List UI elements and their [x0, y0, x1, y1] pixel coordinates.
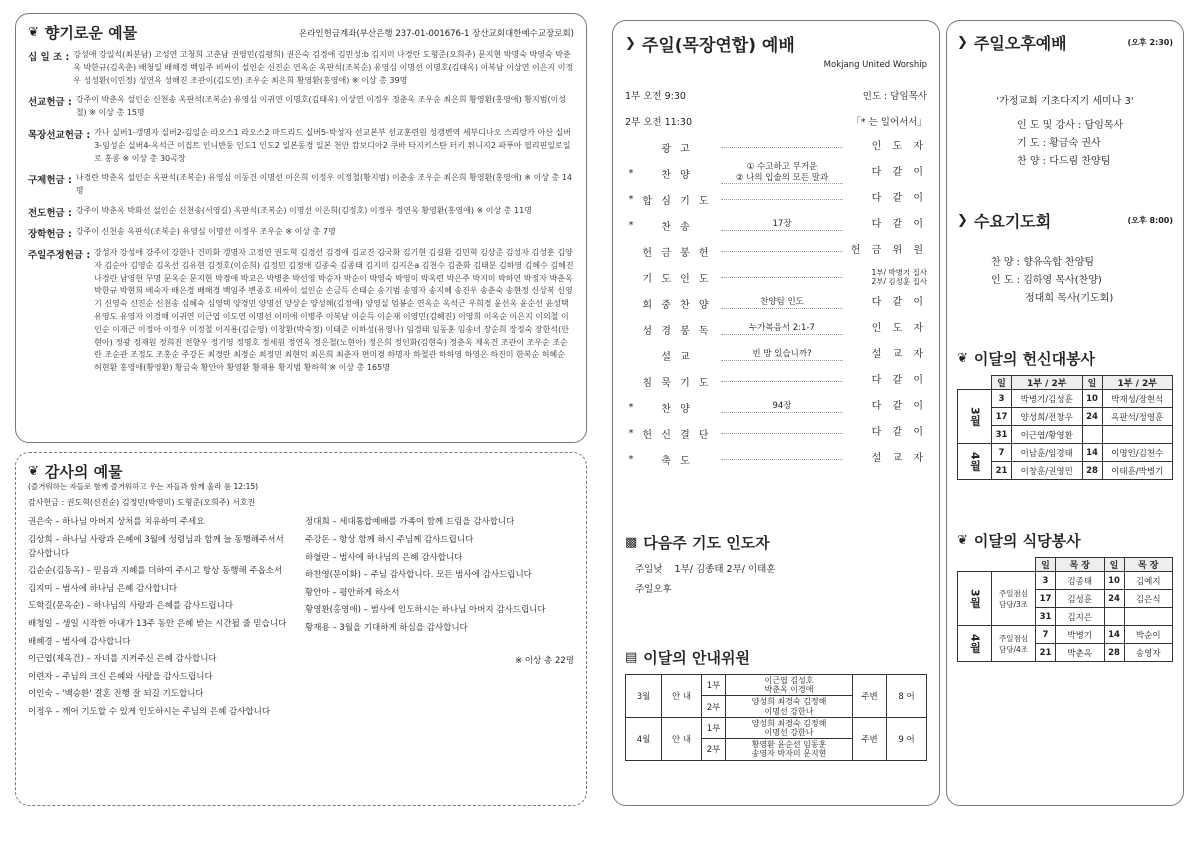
meal-label: 주일점심 담당/4조 — [992, 626, 1036, 662]
name-cell: 김종태 — [1056, 572, 1105, 590]
table-row — [958, 390, 1173, 408]
order-detail — [721, 251, 843, 252]
order-row — [625, 342, 927, 368]
ushers — [625, 647, 927, 761]
order-star: * — [628, 167, 634, 179]
order-who: 다 같 이 — [871, 167, 927, 178]
usher-names: 양성희 최경숙 김정해 이명선 강한나 — [726, 717, 853, 738]
offering-names: 강성자 강성애 강주이 강한나 건미화 갱명자 고정연 권도혁 김경선 김경애 김교진 김국화 김기현 김길환 김민혁 김상준 김성자 김성훈 김양자 김순아 김영순 김옥선 김유현 김정호(이순희) 김정민 김정애 김종숙 김종태 김지미 김지은a 김천수 김춘화 김태분 김하영 김혜수 김혜진 나경란 남영헌 무명 문옥순 문지현 박경애 박교은 박병춘 박선영 박승자 박순이 박영숙 박영미 박옥련 박은주 박지미 박하연 박정자 박춘옥 박한규 박현희 배숙자 배은경 배해경 백임주 변종호 비싸이 설인순 손금득 손태순 송기범 송명자 송지혜 송진우 송춘숙 송현정 신상복 신영기 신영숙 신진순 신천송 심혜숙 심영택 양경민 양명선 양상순 양성해(김정애) 양영실 엄봉순 연옥순 옥석근 우희경 윤선옥 윤순선 윤성택 유영도 유영자 이경해 이귀연 이근엽 이도연 이명선 이미애 이병주 이복남 이순득 이순재 이영민(김혜진) 이영희 이옥순 이은지 이의철 이인순 이재근 이정아 이정우 이정철 이지용(김순영) 이창환(박숙정) 이태준 이하성(유영나) 임경태 임동훈 임송녀 장순희 장정숙 장한석(안현아) 정광 정재원 정희진 전향우 정기영 정명호 정세원 정연옥 정은철(노현아) 정은희 정인화(김현숙) 정춘옥 제옥건 조관이 조우순 조순란 조순관 조정도 조홍순 주강돈 최경란 최경순 최정민 최현덕 최은희 최춘자 편미경 하명자 하철관 하하영 하영은 하진미 한복순 허혜순 허현환 홍영애(황영환) 황금숙 황안아 황영환 황재용 황지범 황하혁 ※ 이상 총 165명 — [94, 247, 574, 373]
name-cell — [1102, 426, 1173, 444]
account-info: 온라인헌금계좌(부산은행 237-01-001676-1 장산교회대한예수교장로회) — [299, 28, 574, 39]
arrow-icon: ❯ — [957, 35, 968, 50]
order-star: * — [628, 193, 634, 205]
name-cell: 양성희/전창우 — [1012, 408, 1083, 426]
wed-line: 정대희 목사(기도회) — [1025, 293, 1114, 304]
offering-section — [28, 205, 574, 219]
sun-line: 인 도 및 강사 : 담임목사 — [1017, 120, 1124, 131]
name-cell: 이창훈/권영민 — [1012, 462, 1083, 480]
usher-side: 주변 — [853, 717, 887, 760]
name-cell: 박순이 — [1124, 626, 1173, 644]
leader: 인도 : 담임목사 — [862, 91, 927, 102]
next-prayer-title — [625, 532, 927, 553]
order-name: 찬 양 — [661, 403, 693, 415]
day-cell — [1082, 426, 1102, 444]
order-who: 다 같 이 — [871, 297, 927, 308]
sun-title-text: 주일오후예배 — [973, 34, 1067, 53]
day-cell: 17 — [1036, 590, 1056, 608]
day-cell: 7 — [1036, 626, 1056, 644]
thanks-entry: 김순순(김동옥) – 믿음과 지혜를 더하여 주시고 항상 동행해 주옵소서 — [28, 566, 283, 577]
thanks-entry: 이근엽(제옥건) – 자녀를 지켜주신 은혜 감사합니다 — [28, 654, 217, 665]
table-row — [958, 572, 1173, 590]
meal-label: 주일점심 담당/3조 — [992, 572, 1036, 626]
head-blank — [992, 558, 1036, 572]
usher-names: 양성희 최경숙 김정해 이명선 강한나 — [726, 696, 853, 717]
thanks-entry: 황재용 – 3월을 기대하게 하심을 감사합니다 — [305, 623, 468, 634]
name-cell: 김지은 — [1056, 608, 1105, 626]
name-cell: 이남훈/임경태 — [1012, 444, 1083, 462]
name-cell: 박재성/장현석 — [1102, 390, 1173, 408]
day-cell: 24 — [1104, 590, 1124, 608]
month-cell: 4월 — [958, 626, 992, 662]
offering-label: 전도헌금 : — [28, 207, 72, 219]
order-star: * — [628, 401, 634, 413]
usher-part: 2부 — [702, 696, 726, 717]
name-cell: 이명인/김천수 — [1102, 444, 1173, 462]
offerings-title-text: 향기로운 예물 — [44, 24, 138, 42]
offering-section — [28, 226, 574, 240]
order-name: 찬 양 — [661, 169, 693, 181]
order-row — [625, 238, 927, 264]
usher-row-1 — [626, 717, 927, 738]
usher-title — [625, 647, 927, 668]
table-row — [958, 444, 1173, 462]
sun-line: 기 도 : 황금숙 권사 — [1017, 138, 1101, 149]
order-detail: 94장 — [721, 401, 843, 412]
order-row — [625, 186, 927, 212]
order-name: 축 도 — [661, 455, 693, 467]
order-name: 찬 송 — [661, 221, 693, 233]
table-head — [958, 376, 1173, 390]
thanks-total: ※ 이상 총 22명 — [515, 655, 574, 666]
flower-icon: ❦ — [28, 464, 39, 479]
thanks-entry: 이련자 – 주님의 크신 은혜와 사랑을 감사드립니다 — [28, 671, 213, 682]
order-detail: 17장 — [721, 219, 843, 230]
head-cell: 일 — [992, 376, 1012, 390]
offering-label: 구제헌금 : — [28, 175, 72, 187]
arrow-icon: ❯ — [957, 213, 968, 228]
name-cell: 이태훈/박병기 — [1102, 462, 1173, 480]
head-cell: 일 — [1036, 558, 1056, 572]
order-detail — [721, 459, 843, 460]
usher-names: 황영환 윤순선 임동훈 송영자 박자미 문지현 — [726, 739, 853, 760]
time2: 2부 오전 11:30 — [625, 117, 692, 128]
day-cell: 14 — [1104, 626, 1124, 644]
offering-section — [28, 127, 574, 165]
day-cell: 10 — [1082, 390, 1102, 408]
order-name: 성 경 봉 독 — [642, 325, 712, 337]
usher-month: 3월 — [626, 675, 662, 718]
head-cell: 일 — [1082, 376, 1102, 390]
order-who: 다 같 이 — [871, 193, 927, 204]
usher-part: 1부 — [702, 675, 726, 696]
offerings-box — [15, 13, 587, 443]
thanks-title-text: 감사의 예물 — [44, 463, 123, 481]
offering-section — [28, 49, 574, 87]
usher-count: 9 어 — [887, 717, 927, 760]
offering-names: 가나 실버1-갱명자 실버2-김일순 라오스1 라오스2 마드리드 실버5-박성자 선교본부 선교훈련원 성갱변역 세부디나오 스리랑카 아산 실버3-임성순 실버4-옥석근 이집트 인니반둥 인도1 인도2 일본동경 일본 천안 캄보디아2 쿠바 타지키스탄 터키 튀니지2 파푸아 필리핀일로일로 홍콩 ※ 이상 총 30곡장 — [94, 127, 571, 163]
order-who: 1부/ 박병기 집사 2부/ 김성훈 집사 — [871, 268, 927, 286]
usher-role: 안 내 — [662, 717, 702, 760]
order-detail: 누가복음서 2:1-7 — [721, 323, 843, 334]
wed-time: (오후 8:00) — [1127, 216, 1173, 225]
offering-label: 십 일 조 : — [28, 52, 70, 63]
wed-line: 찬 양 : 향유옥합 찬양팀 — [991, 257, 1095, 268]
bars-icon: ▤ — [625, 650, 638, 665]
order-row — [625, 134, 927, 160]
grid-icon: ▩ — [625, 535, 638, 550]
dev-title — [957, 348, 1173, 369]
thanks-entry: 배혜경 – 범사에 감사합니다 — [28, 636, 131, 647]
day-cell: 14 — [1082, 444, 1102, 462]
order-who: 헌 금 위 원 — [850, 245, 927, 256]
thanks-col2 — [305, 516, 574, 635]
order-name: 헌 금 봉 헌 — [642, 247, 712, 259]
order-detail — [721, 433, 843, 434]
order-detail: 빈 방 있습니까? — [721, 349, 843, 360]
wed-lines — [957, 254, 1173, 308]
order-who: 다 같 이 — [871, 401, 927, 412]
order-row — [625, 160, 927, 186]
order-name: 설 교 — [661, 351, 693, 363]
order-row — [625, 446, 927, 472]
dev-table — [957, 375, 1173, 480]
order-detail — [721, 277, 843, 278]
thanks-entry: 하혈란 – 범사에 하나님의 은혜 감사합니다 — [305, 552, 463, 563]
usher-count: 8 어 — [887, 675, 927, 718]
day-cell: 3 — [992, 390, 1012, 408]
thanks-box — [15, 452, 587, 806]
head-cell: 목 장 — [1056, 558, 1105, 572]
offering-label: 선교헌금 : — [28, 97, 72, 109]
offering-sections — [28, 49, 574, 375]
sun-title — [957, 31, 1067, 54]
offering-section — [28, 247, 574, 375]
offering-label: 장학헌금 : — [28, 228, 72, 240]
dev-title-text: 이달의 헌신대봉사 — [973, 350, 1096, 368]
offering-section — [28, 94, 574, 120]
head-cell: 목 장 — [1124, 558, 1173, 572]
name-cell: 박병기 — [1056, 626, 1105, 644]
name-cell: 박춘옥 — [1056, 644, 1105, 662]
next-label2: 주일오후 — [635, 584, 672, 595]
thanks-entry: 하찬영(문이화) – 주님 감사합니다. 모든 범사에 감사드립니다 — [305, 570, 532, 581]
head-cell: 1부 / 2부 — [1012, 376, 1083, 390]
order-who: 다 같 이 — [871, 219, 927, 230]
order-row — [625, 368, 927, 394]
thanks-entry: 도학길(문옥순) – 하나님의 사랑과 은혜를 감사드립니다 — [28, 601, 234, 612]
order-detail: ① 수고하고 무거운 ② 나의 입술의 모든 말과 — [721, 162, 843, 183]
sun-time: (오후 2:30) — [1127, 38, 1173, 47]
thanks-col2-wrap — [305, 516, 574, 723]
name-cell: 김은식 — [1124, 590, 1173, 608]
name-cell: 이근엽/황영환 — [1012, 426, 1083, 444]
offering-names: 강주이 박춘옥 박화선 설인순 신천송(서영길) 옥판석(조복순) 이명선 이은희(김정호) 이정우 정연옥 황영환(홍영애) ※ 이상 총 11명 — [75, 205, 532, 215]
offering-names: 강주이 박춘옥 설인순 신천송 옥판석(조복순) 유영심 이귀연 이명호(김태옥) 이상연 이정우 정춘옥 조우순 최은희 황영환(홍영애) 황지범(이성철) ※ 이상 총 15명 — [75, 95, 567, 118]
usher-month: 4월 — [626, 717, 662, 760]
order-star: * — [628, 427, 634, 439]
worship-title — [625, 31, 927, 56]
name-cell — [1124, 608, 1173, 626]
usher-names: 이근엽 김성호 박춘옥 이경애 — [726, 675, 853, 696]
order-name: 광 고 — [661, 143, 693, 155]
thanks-entry: 황영환(홍영애) – 범사에 인도하시는 하나님 아버지 감사드립니다 — [305, 605, 546, 616]
thanks-entry: 김지미 – 범사에 하나님 은혜 감사합니다 — [28, 583, 178, 594]
order-star: * — [628, 453, 634, 465]
meal-table — [957, 557, 1173, 662]
order-row — [625, 212, 927, 238]
offering-label: 주일주정헌금 : — [28, 249, 91, 261]
offering-names: 강주이 신천송 옥판석(조복순) 유영심 이명선 이정우 조우순 ※ 이상 총 7명 — [75, 226, 336, 236]
offering-names: 강성애 강일석(최분남) 고성연 고청희 고춘남 권영민(김평희) 권은숙 김경애 김민성:b 김지미 나경란 도형준(오희주) 문지현 박명숙 박영숙 박춘옥 박한규(김옥춘) 배청일 배해경 백임주 비싸이 설인순 신진순 연옥순 옥판석(조복순) 유영심 이명선 이명호(김태옥) 이복남 이상연 이은지 이정우 성성환(이민정) 성연옥 성해진 조관이(김도연) 조우순 최은희 황영환(홍영애) ※ 이상 총 39명 — [73, 50, 574, 85]
thanks-entry: 정대희 – 세대통합예배를 가족이 함께 드림을 감사합니다 — [305, 517, 515, 528]
order-name: 기 도 인 도 — [642, 273, 712, 285]
thanks-entry: 주강돈 – 항상 함께 하시 주님께 감사드립니다 — [305, 535, 474, 546]
head-cell: 1부 / 2부 — [1102, 376, 1173, 390]
offering-names: 나경란 박춘옥 설인순 옥판석(조복순) 유영심 이동건 이명선 이은희 이정우 이정철(황지범) 이춘송 조우순 최은희 황영환(홍영애) ※ 이상 총 14명 — [75, 173, 572, 196]
order-who: 다 같 이 — [871, 375, 927, 386]
usher-part: 2부 — [702, 739, 726, 760]
usher-side: 주변 — [853, 675, 887, 718]
thanks-entry: 이정우 – 깨어 기도할 수 있게 인도하시는 주님의 은혜 감사합니다 — [28, 707, 271, 717]
order-who: 인 도 자 — [871, 323, 927, 334]
right-box — [946, 20, 1184, 806]
day-cell: 31 — [1036, 608, 1056, 626]
name-cell: 김성훈 — [1056, 590, 1105, 608]
meal-title-text: 이달의 식당봉사 — [973, 532, 1081, 550]
wed-line: 인 도 : 김하영 목사(찬양) — [991, 275, 1102, 286]
order-name: 회 중 찬 양 — [642, 299, 712, 311]
thanks-entry: 배청일 – 생일 시작한 아내가 13주 동안 은혜 받는 시간될 줄 믿습니다 — [28, 619, 287, 630]
order-row — [625, 394, 927, 420]
order-who: 설 교 자 — [871, 349, 927, 360]
heart-icon: ❦ — [957, 351, 968, 366]
usher-role: 안 내 — [662, 675, 702, 718]
order-detail: 찬양팀 인도 — [721, 297, 843, 308]
order-star: * — [628, 219, 634, 231]
offering-label: 목장선교헌금 : — [28, 129, 91, 141]
worship-subtitle: Mokjang United Worship — [823, 60, 927, 70]
day-cell: 28 — [1082, 462, 1102, 480]
usher-table — [625, 674, 927, 761]
usher-title-text: 이달의 안내위원 — [643, 649, 750, 667]
meal-title — [957, 530, 1173, 551]
head-blank — [958, 558, 992, 572]
day-cell: 10 — [1104, 572, 1124, 590]
usher-row-1 — [626, 675, 927, 696]
next-label1: 주일낮 — [635, 564, 663, 575]
day-cell: 24 — [1082, 408, 1102, 426]
thanks-entry: 권은숙 – 하나님 아버지 상처를 치유하여 주세요 — [28, 517, 205, 528]
order-row — [625, 264, 927, 290]
name-cell: 박병기/김성훈 — [1012, 390, 1083, 408]
order-row — [625, 420, 927, 446]
order-row — [625, 290, 927, 316]
arrow-icon: ❯ — [625, 36, 636, 51]
order-who: 인 도 자 — [871, 141, 927, 152]
thanks-entry: 황안아 – 평안하게 하소서 — [305, 587, 400, 598]
worship-box — [612, 20, 940, 806]
order-row — [625, 316, 927, 342]
next-prayer — [625, 532, 927, 595]
next-value1: 1부/ 김종태 2부/ 이태훈 — [674, 564, 776, 575]
heart-icon: ❦ — [957, 533, 968, 548]
thanks-title — [28, 461, 574, 482]
flower-icon: ❦ — [28, 25, 39, 40]
thanks-verse: (즐거워하는 자들로 함께 즐거워하고 우는 자들과 함께 울라 롬 12:15) — [28, 482, 259, 491]
stand-note: 「* 는 일어서서」 — [851, 117, 927, 128]
wed-title-text: 수요기도회 — [973, 212, 1052, 231]
sun-lines — [957, 117, 1173, 171]
month-cell: 4월 — [958, 444, 992, 480]
day-cell: 7 — [992, 444, 1012, 462]
table-head — [958, 558, 1173, 572]
order-who: 설 교 자 — [871, 453, 927, 464]
order-of-service — [625, 134, 927, 472]
thanks-entry: 김상희 – 하나님 사랑과 은혜에 3월에 성령님과 함께 늘 동행해주셔서 감사합니다 — [28, 535, 284, 559]
offerings-title — [28, 22, 137, 43]
sun-line: 찬 양 : 다드림 찬양팀 — [1017, 156, 1111, 167]
name-cell: 김예지 — [1124, 572, 1173, 590]
order-who: 다 같 이 — [871, 427, 927, 438]
thanks-entry: 이인숙 – '백승환' 결혼 진행 잘 되길 기도합니다 — [28, 689, 204, 700]
day-cell: 28 — [1104, 644, 1124, 662]
order-detail — [721, 147, 843, 148]
name-cell: 옥판석/정영훈 — [1102, 408, 1173, 426]
head-cell: 일 — [1104, 558, 1124, 572]
order-detail — [721, 199, 843, 200]
worship-title-text: 주일(목장연합) 예배 — [641, 36, 795, 56]
month-cell: 3월 — [958, 390, 992, 444]
month-cell: 3월 — [958, 572, 992, 626]
wed-title — [957, 209, 1051, 232]
sun-theme: '가정교회 기초다지기 세미나 3' — [996, 96, 1134, 107]
order-name: 침 묵 기 도 — [642, 377, 712, 389]
order-name: 합 심 기 도 — [642, 195, 712, 207]
day-cell: 3 — [1036, 572, 1056, 590]
table-row — [958, 626, 1173, 644]
next-prayer-title-text: 다음주 기도 인도자 — [643, 534, 770, 552]
day-cell: 17 — [992, 408, 1012, 426]
order-name: 헌 신 결 단 — [642, 429, 712, 441]
day-cell: 21 — [992, 462, 1012, 480]
usher-part: 1부 — [702, 717, 726, 738]
offering-section — [28, 172, 574, 198]
day-cell — [1104, 608, 1124, 626]
time1: 1부 오전 9:30 — [625, 91, 686, 102]
name-cell: 송영자 — [1124, 644, 1173, 662]
head-blank — [958, 376, 992, 390]
day-cell: 21 — [1036, 644, 1056, 662]
day-cell: 31 — [992, 426, 1012, 444]
order-detail — [721, 381, 843, 382]
thanks-col1 — [28, 516, 289, 723]
thanks-donors: 감사헌금 : 권도혁(신진순) 김정민(박영미) 도형준(오희주) 서호진 — [28, 497, 256, 507]
